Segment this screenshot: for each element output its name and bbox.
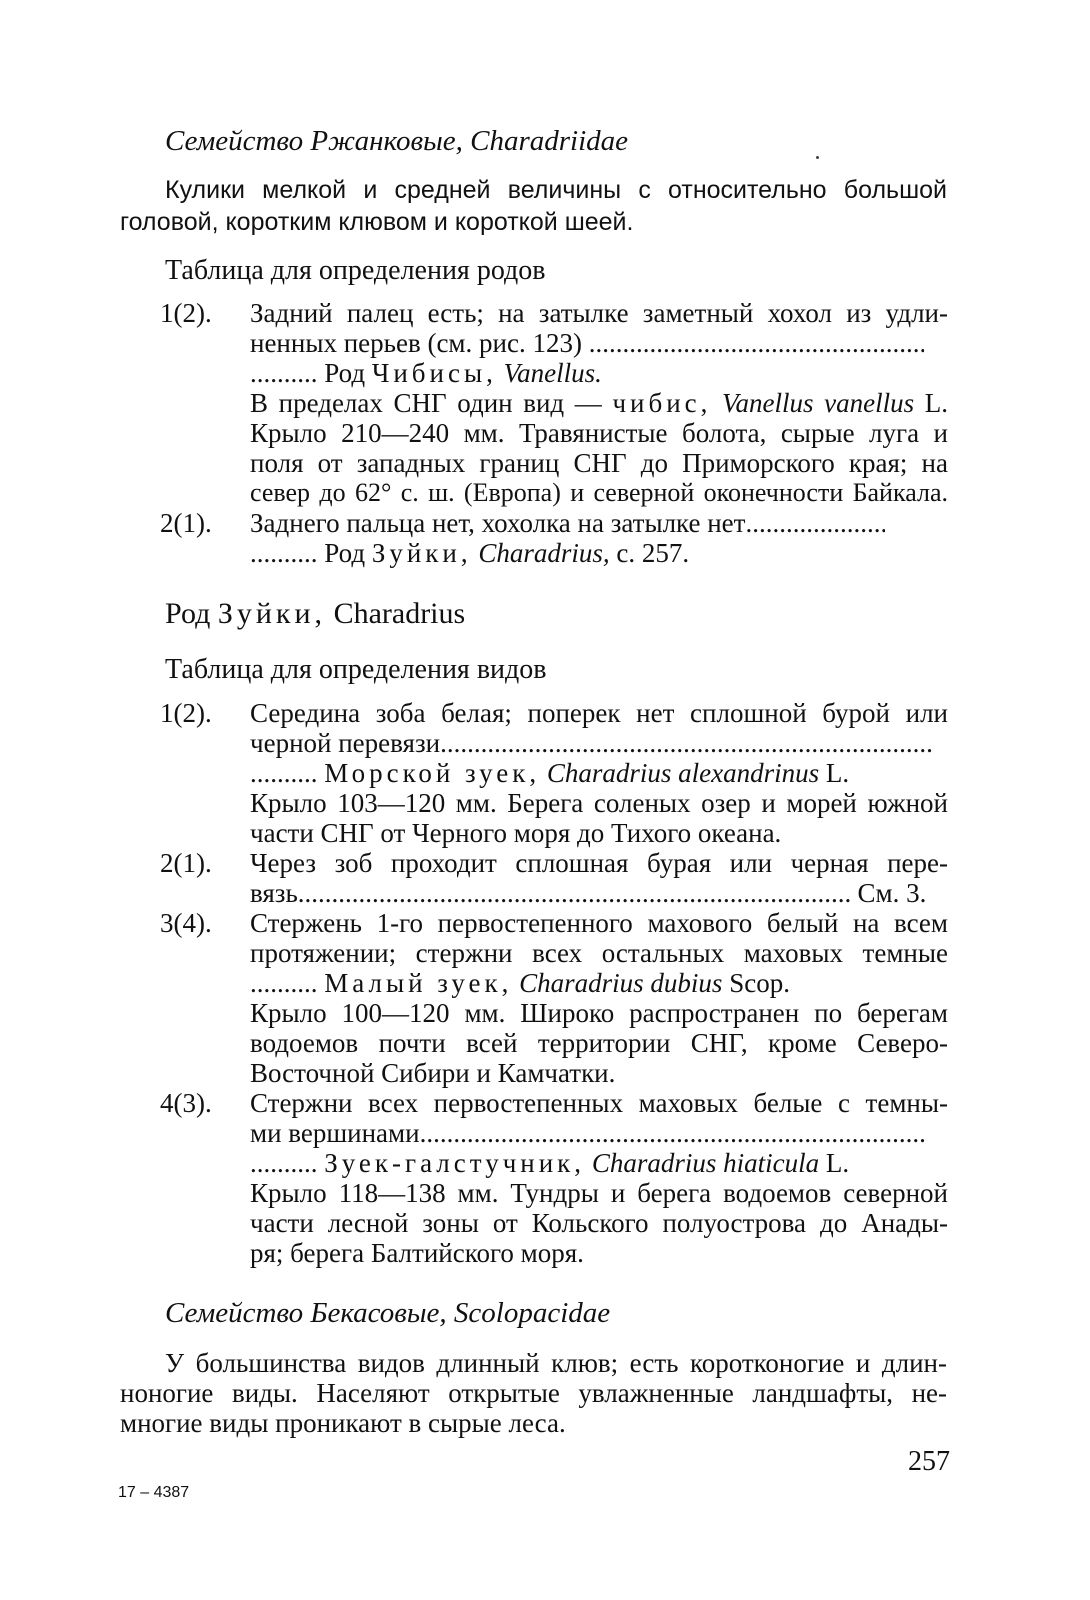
- family-title-scolopacidae: [165, 1298, 610, 1328]
- result-genus-name: Чибисы,: [371, 358, 497, 388]
- key-note-line: части лесной зоны от Кольского полуострова до Анады-: [250, 1208, 948, 1238]
- key-item-number: 3(4).: [160, 908, 212, 938]
- key-item-text: [250, 878, 926, 908]
- key-item-text: Стержень 1-го первостепенного махового белый на всем: [250, 908, 948, 938]
- key-item-number: 1(2).: [160, 698, 212, 728]
- key-item-text: [250, 508, 885, 538]
- result-rank: Род: [324, 358, 366, 388]
- result-page-ref: с. 257.: [616, 538, 690, 568]
- result-species-author: L.: [825, 758, 850, 788]
- result-genus-lat: Charadrius,: [478, 538, 610, 568]
- genus-rank: Род: [165, 597, 211, 630]
- species-key-heading: Таблица для определения видов: [165, 654, 547, 685]
- key-item-text: Середина зоба белая; поперек нет сплошной бурой или: [250, 698, 948, 728]
- result-genus-lat: Vanellus.: [503, 358, 602, 388]
- key-item-text-cont: Заднего пальца нет, хохолка на затылке нет: [250, 508, 746, 538]
- speck: [816, 156, 819, 159]
- key-item-text-cont: черной перевязи: [250, 728, 441, 758]
- dot-leader: [745, 508, 885, 538]
- family-description-line: Кулики мелкой и средней величины с относительно большой: [165, 176, 947, 204]
- result-species-lat: Charadrius hiaticula: [591, 1148, 820, 1178]
- genus-lat: Charadrius: [333, 597, 466, 630]
- key-item-text: [250, 728, 933, 758]
- page-number: 257: [908, 1446, 950, 1477]
- key-item-text: Через зоб проходит сплошная бурая или черная пере-: [250, 848, 948, 878]
- result-leader: ..........: [250, 538, 318, 568]
- key-note-line: водоемов почти всей территории СНГ, кроме Северо-: [250, 1028, 948, 1058]
- result-genus-name: Зуйки,: [371, 538, 472, 568]
- species-lat: Vanellus vanellus: [722, 388, 915, 418]
- dot-leader: [420, 1118, 927, 1148]
- dot-leader: [298, 878, 851, 908]
- result-species-lat: Charadrius dubius: [519, 968, 723, 998]
- key-note-line: Крыло 210—240 мм. Травянистые болота, сырые луга и: [250, 418, 948, 448]
- key-result: [250, 968, 790, 998]
- note-text: В пределах СНГ один вид —: [250, 388, 602, 418]
- family-description-line: многие виды проникают в сырые леса.: [120, 1408, 566, 1438]
- result-species-name: Морской зуек,: [324, 758, 541, 788]
- key-item-text: Стержни всех первостепенных маховых белые с темны-: [250, 1088, 948, 1118]
- family-description-line: ноногие виды. Населяют открытые увлажненные ландшафты, не-: [120, 1378, 947, 1408]
- key-item-text-cont: ми вершинами: [250, 1118, 420, 1148]
- result-species-name: Зуек-галстучник,: [324, 1148, 586, 1178]
- family-title-ru: Семейство Ржанковые,: [165, 125, 463, 157]
- key-result: [250, 538, 689, 568]
- key-note-line: север до 62° с. ш. (Европа) и северной оконечности Байкала.: [250, 478, 948, 507]
- key-note-line: Крыло 103—120 мм. Берега соленых озер и морей южной: [250, 788, 948, 818]
- key-item-text: [250, 328, 924, 358]
- genus-name: Зуйки,: [217, 597, 327, 630]
- key-item-number: 2(1).: [160, 508, 212, 538]
- genera-key-heading: Таблица для определения родов: [165, 255, 546, 286]
- dot-leader: [440, 728, 933, 758]
- result-leader: ..........: [250, 758, 318, 788]
- key-item-number: 2(1).: [160, 848, 212, 878]
- key-note-line: Крыло 118—138 мм. Тундры и берега водоемов северной: [250, 1178, 948, 1208]
- key-result: [250, 1148, 849, 1178]
- key-item-number: 1(2).: [160, 298, 212, 328]
- result-species-author: Scop.: [729, 968, 790, 998]
- family-description-line: головой, коротким клювом и короткой шеей.: [120, 208, 634, 236]
- key-note-line: части СНГ от Черного моря до Тихого океана.: [250, 818, 782, 848]
- family-title-lat: Charadriidae: [470, 125, 629, 157]
- result-species-lat: Charadrius alexandrinus: [546, 758, 820, 788]
- family-description-line: У большинства видов длинный клюв; есть коротконогие и длин-: [165, 1348, 947, 1378]
- key-item-text-cont: вязь: [250, 878, 298, 908]
- key-note-line: [250, 388, 948, 418]
- family-title-lat: Scolopacidae: [453, 1297, 611, 1329]
- result-leader: ..........: [250, 968, 318, 998]
- family-title-ru: Семейство Бекасовые,: [165, 1297, 447, 1329]
- result-leader: ..........: [250, 358, 318, 388]
- key-note-line: поля от западных границ СНГ до Приморского края; на: [250, 448, 948, 478]
- key-result: [250, 358, 602, 388]
- key-item-text: протяжении; стержни всех остальных маховых темные: [250, 938, 948, 968]
- key-item-text-cont: ненных перьев (см. рис. 123): [250, 328, 582, 358]
- genus-heading: [165, 599, 465, 629]
- key-item-text: [250, 1118, 927, 1148]
- key-item-number: 4(3).: [160, 1088, 212, 1118]
- result-rank: Род: [324, 538, 366, 568]
- key-note-line: ря; берега Балтийского моря.: [250, 1238, 584, 1268]
- result-leader: ..........: [250, 1148, 318, 1178]
- print-signature-code: 17 – 4387: [118, 1484, 190, 1501]
- species-name: чибис,: [612, 388, 712, 418]
- key-result: [250, 758, 849, 788]
- cross-reference: См. 3.: [857, 878, 927, 908]
- key-note-line: Крыло 100—120 мм. Широко распространен по берегам: [250, 998, 948, 1028]
- species-author: L.: [924, 388, 948, 418]
- dot-leader: [589, 328, 924, 358]
- family-title-charadriidae: [165, 126, 628, 156]
- result-species-name: Малый зуек,: [324, 968, 513, 998]
- key-item-text: Задний палец есть; на затылке заметный хохол из удли-: [250, 298, 948, 328]
- result-species-author: L.: [825, 1148, 850, 1178]
- key-note-line: Восточной Сибири и Камчатки.: [250, 1058, 616, 1088]
